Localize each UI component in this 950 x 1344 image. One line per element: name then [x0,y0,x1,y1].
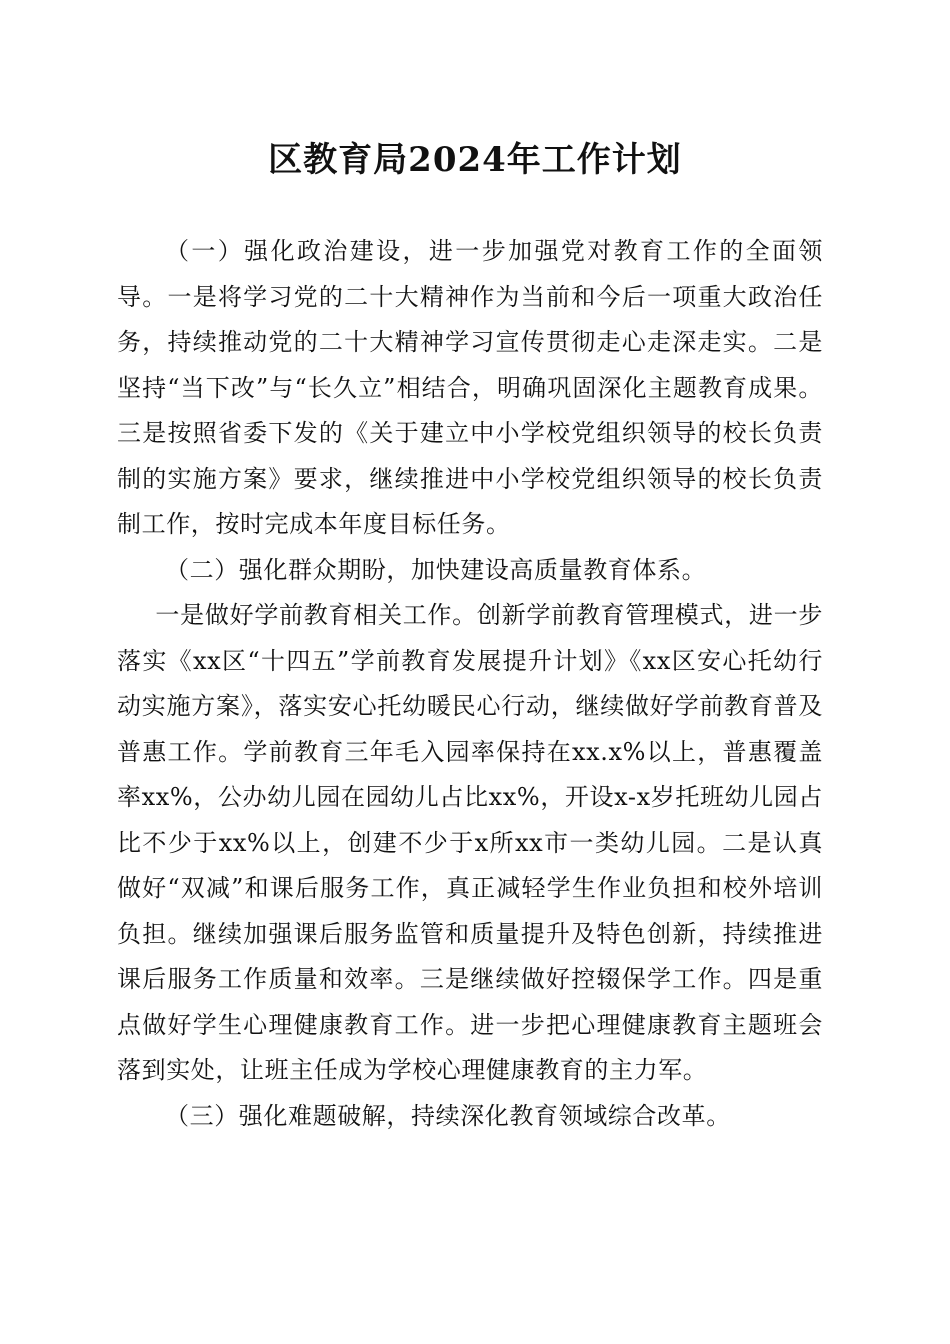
paragraph-preschool-education: 一是做好学前教育相关工作。创新学前教育管理模式，进一步落实《xx区“十四五”学前教育发展提升计划》《xx区安心托幼行动实施方案》，落实安心托幼暖民心行动，继续做好学前教育普及普惠工作。学前教育三年毛入园率保持在xx.x%以上，普惠覆盖率xx%，公办幼儿园在园幼儿占比xx%，开设x-x岁托班幼儿园占比不少于xx%以上，创建不少于x所xx市一类幼儿园。二是认真做好“双减”和课后服务工作，真正减轻学生作业负担和校外培训负担。继续加强课后服务监管和质量提升及特色创新，持续推进课后服务工作质量和效率。三是继续做好控辍保学工作。四是重点做好学生心理健康教育工作。进一步把心理健康教育主题班会落到实处，让班主任成为学校心理健康教育的主力军。 [117,601,823,1084]
paragraph-heading-reform: （三）强化难题破解，持续深化教育领域综合改革。 [165,1101,731,1130]
document-body [117,229,823,1139]
paragraph-heading-public-expectation: （二）强化群众期盼，加快建设高质量教育体系。 [165,555,707,584]
paragraph-political-construction: （一）强化政治建设，进一步加强党对教育工作的全面领导。一是将学习党的二十大精神作为当前和今后一项重大政治任务，持续推动党的二十大精神学习宣传贯彻走心走深走实。二是坚持“当下改”与“长久立”相结合，明确巩固深化主题教育成果。三是按照省委下发的《关于建立中小学校党组织领导的校长负责制的实施方案》要求，继续推进中小学校党组织领导的校长负责制工作，按时完成本年度目标任务。 [117,237,823,538]
document-title: 区教育局2024年工作计划 [268,140,682,180]
